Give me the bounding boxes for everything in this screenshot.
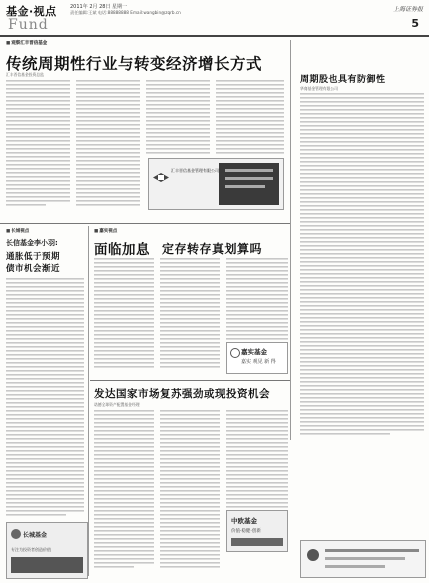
mid-left-byline: 长信基金李小羽: <box>6 239 58 247</box>
jiashi-ad-name: 嘉实基金 <box>241 348 267 356</box>
center-story-tag: ■ 嘉实视点 <box>94 228 117 234</box>
center-headline-2: 定存转存真划算吗 <box>162 242 263 256</box>
right-bottom-ad <box>300 540 426 578</box>
issue-date: 2011年 2月 28日 星期一 <box>70 4 128 10</box>
china-fund-ad-graphic <box>231 538 283 546</box>
bottom-headline: 发达国家市场复苏强劲或现投资机会 <box>94 388 270 400</box>
column-divider <box>290 40 291 440</box>
changcheng-logo-icon <box>11 529 21 539</box>
ad-logo-icon <box>307 549 319 561</box>
section-label: Fund <box>8 17 49 33</box>
center-headline-1: 面临加息 <box>94 242 150 258</box>
changcheng-ad-name: 长城基金 <box>23 532 48 539</box>
hsbc-logo-icon <box>153 167 169 176</box>
mid-left-tag: ■ 长城视点 <box>6 228 29 234</box>
china-fund-ad <box>226 510 288 552</box>
paper-name: 上海证券报 <box>392 6 423 13</box>
hsbc-ad-banner <box>219 163 279 205</box>
brand-title: 基金·视点 <box>6 5 57 18</box>
china-fund-ad-slogan: 价值·稳健·创新 <box>231 529 261 534</box>
jiashi-ad-slogan: 嘉实 观见 新 得 <box>241 359 276 365</box>
jiashi-logo-icon <box>230 348 240 358</box>
hsbc-ad-name: 汇丰晋信基金管理有限公司 <box>171 168 219 173</box>
changcheng-ad <box>6 522 88 579</box>
right-top-byline: 华商基金管理有限公司 <box>300 86 338 91</box>
main-byline: 汇丰晋信基金投资总监 <box>6 72 44 77</box>
bottom-byline: 诺德全球资产配置基金经理 <box>94 402 140 407</box>
right-column-text-lines <box>300 93 424 443</box>
hsbc-ad <box>148 158 284 210</box>
jiashi-ad <box>226 342 288 374</box>
page-number: 5 <box>411 17 419 30</box>
changcheng-ad-slogan: 专注为投资者创造价值 <box>11 547 51 552</box>
header-rule <box>0 35 429 37</box>
section-rule-2 <box>90 380 290 381</box>
main-story-tag: ■ 观察汇丰晋信基金 <box>6 40 47 46</box>
main-headline: 传统周期性行业与转变经济增长方式 <box>6 54 263 73</box>
section-rule <box>0 223 290 224</box>
mid-left-headline-1: 通胀低于预期 <box>6 252 61 262</box>
right-column-body <box>300 93 424 443</box>
right-top-headline: 周期股也具有防御性 <box>300 75 386 85</box>
editor-line: 责任编辑:王斌 电话:88888888 Email:wangbin@zqrb.cn <box>70 10 181 15</box>
changcheng-ad-graphic <box>11 557 83 573</box>
mid-left-headline-2: 债市机会渐近 <box>6 264 61 274</box>
china-fund-ad-name: 中欧基金 <box>231 517 257 525</box>
column-divider-2 <box>88 226 89 576</box>
